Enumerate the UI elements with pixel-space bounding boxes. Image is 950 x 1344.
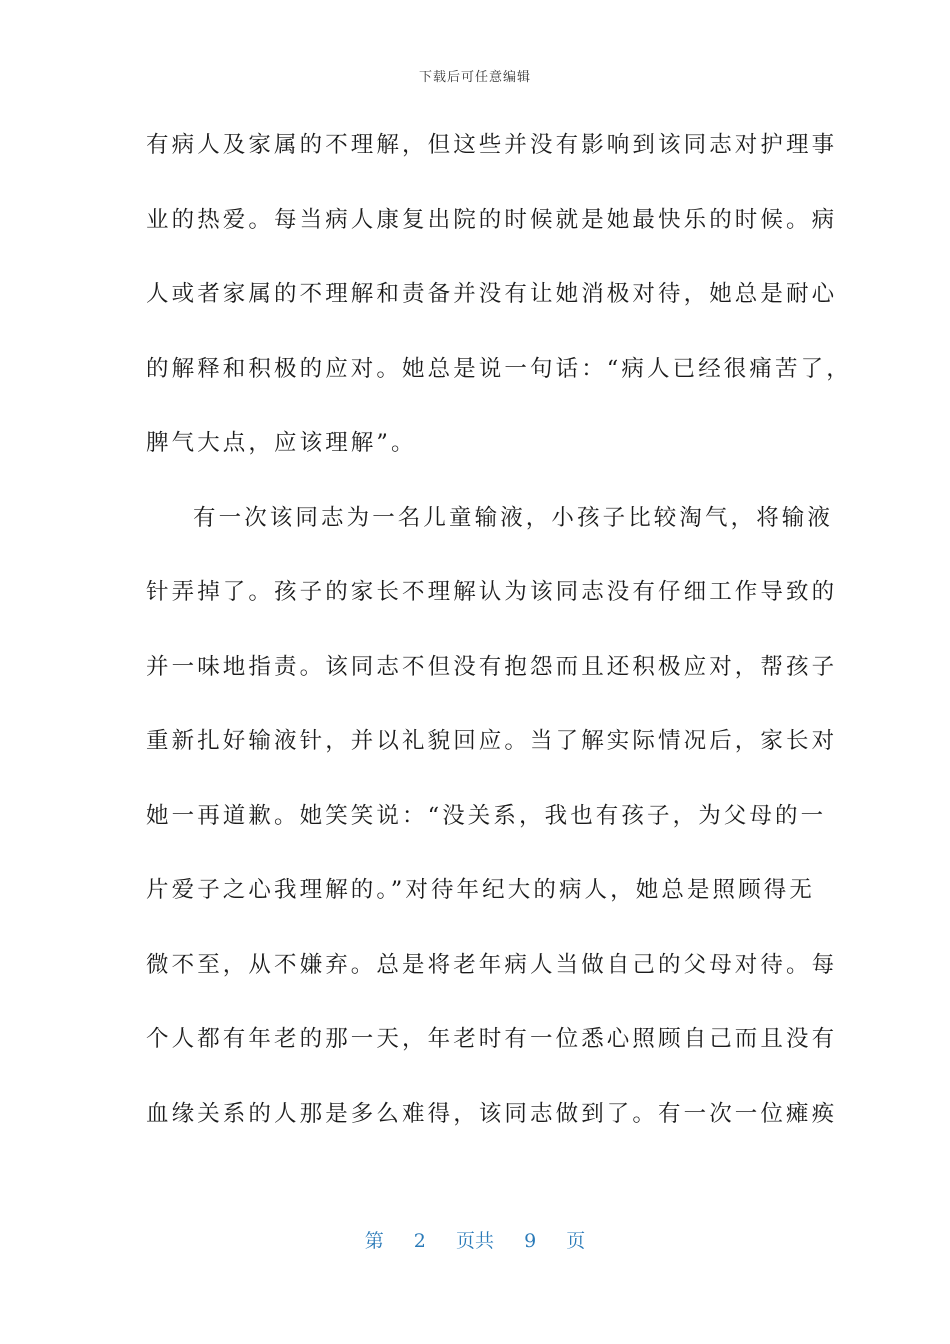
body-line: 人或者家属的不理解和责备并没有让她消极对待，她总是耐心 <box>146 281 838 307</box>
document-body <box>146 125 852 1168</box>
total-pages: 9 <box>524 1230 537 1252</box>
body-line: 业的热爱。每当病人康复出院的时候就是她最快乐的时候。病 <box>146 206 838 233</box>
footer-prefix: 第 <box>364 1230 384 1252</box>
body-line: 血缘关系的人那是多么难得，该同志做到了。有一次一位瘫痪 <box>146 1100 838 1127</box>
body-line: 重新扎好输液针，并以礼貌回应。当了解实际情况后，家长对 <box>146 728 838 754</box>
body-line: 脾气大点，应该理解”。 <box>146 430 417 456</box>
body-line: 微不至，从不嫌弃。总是将老年病人当做自己的父母对待。每 <box>146 951 838 978</box>
body-line: 针弄掉了。孩子的家长不理解认为该同志没有仔细工作导致的 <box>146 579 838 605</box>
body-line: 有病人及家属的不理解，但这些并没有影响到该同志对护理事 <box>146 132 838 158</box>
page-header: 下载后可任意编辑 <box>418 70 531 85</box>
body-line: 她一再道歉。她笑笑说：“没关系，我也有孩子，为父母的一 <box>146 802 827 829</box>
page-footer <box>0 1226 950 1253</box>
body-line: 并一味地指责。该同志不但没有抱怨而且还积极应对，帮孩子 <box>146 653 838 680</box>
body-line: 个人都有年老的那一天，年老时有一位悉心照顾自己而且没有 <box>146 1026 838 1052</box>
current-page-number: 2 <box>413 1230 426 1252</box>
paragraph-start-line: 有一次该同志为一名儿童输液，小孩子比较淘气，将输液 <box>193 504 834 531</box>
footer-mid: 页共 <box>455 1230 494 1252</box>
footer-suffix: 页 <box>566 1230 586 1252</box>
body-line: 的解释和积极的应对。她总是说一句话：“病人已经很痛苦了， <box>146 355 852 382</box>
body-line: 片爱子之心我理解的。”对待年纪大的病人，她总是照顾得无 <box>146 877 815 903</box>
